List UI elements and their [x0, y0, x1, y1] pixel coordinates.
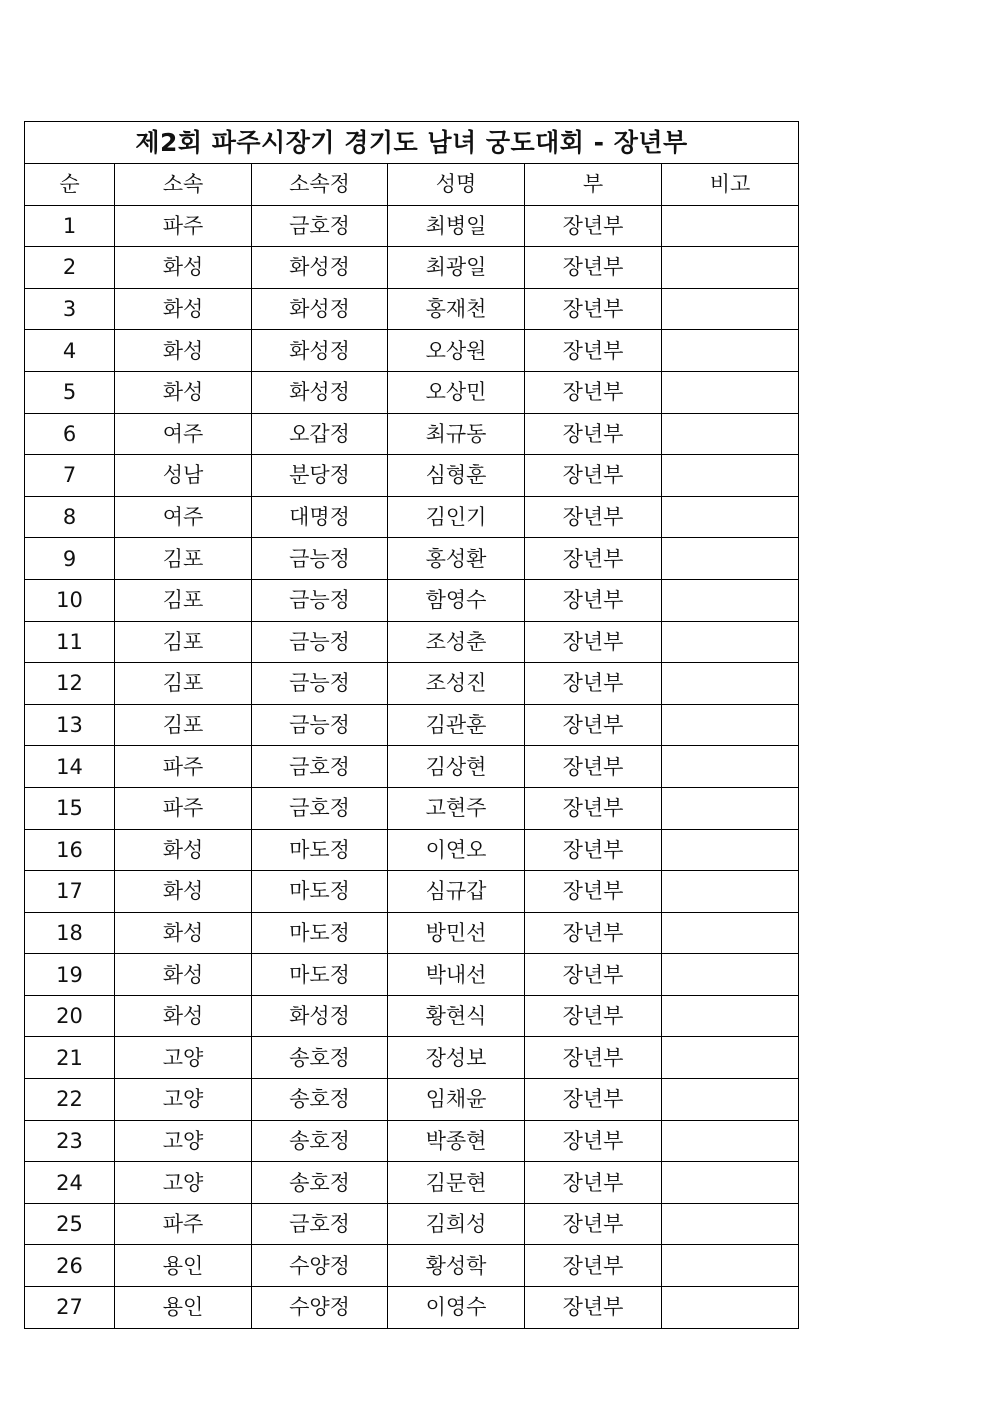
- cell-note: [662, 538, 799, 580]
- cell-affiliation: 파주: [115, 746, 252, 788]
- cell-seq: 1: [25, 205, 115, 247]
- cell-division: 장년부: [525, 1120, 662, 1162]
- cell-division: 장년부: [525, 954, 662, 996]
- cell-name: 최광일: [388, 247, 525, 289]
- cell-seq: 9: [25, 538, 115, 580]
- cell-seq: 17: [25, 871, 115, 913]
- cell-affiliation: 고양: [115, 1037, 252, 1079]
- cell-seq: 16: [25, 829, 115, 871]
- cell-division: 장년부: [525, 829, 662, 871]
- cell-division: 장년부: [525, 1245, 662, 1287]
- cell-name: 이연오: [388, 829, 525, 871]
- cell-club: 금능정: [252, 663, 388, 705]
- cell-note: [662, 205, 799, 247]
- cell-seq: 5: [25, 371, 115, 413]
- cell-name: 심규갑: [388, 871, 525, 913]
- table-title: 제2회 파주시장기 경기도 남녀 궁도대회 - 장년부: [25, 122, 799, 164]
- cell-seq: 15: [25, 787, 115, 829]
- cell-affiliation: 화성: [115, 288, 252, 330]
- cell-seq: 6: [25, 413, 115, 455]
- table-row: [25, 1162, 799, 1204]
- cell-affiliation: 화성: [115, 330, 252, 372]
- table-row: [25, 954, 799, 996]
- cell-note: [662, 496, 799, 538]
- cell-note: [662, 413, 799, 455]
- table-row: [25, 912, 799, 954]
- cell-name: 장성보: [388, 1037, 525, 1079]
- cell-division: 장년부: [525, 579, 662, 621]
- cell-division: 장년부: [525, 746, 662, 788]
- cell-name: 황현식: [388, 995, 525, 1037]
- cell-note: [662, 1162, 799, 1204]
- cell-note: [662, 787, 799, 829]
- cell-division: 장년부: [525, 371, 662, 413]
- cell-note: [662, 1037, 799, 1079]
- column-header-seq: 순: [25, 164, 115, 206]
- cell-club: 화성정: [252, 288, 388, 330]
- table-row: [25, 1203, 799, 1245]
- table-row: [25, 829, 799, 871]
- table-row: [25, 871, 799, 913]
- table-row: [25, 413, 799, 455]
- cell-name: 박내선: [388, 954, 525, 996]
- cell-note: [662, 621, 799, 663]
- cell-club: 금능정: [252, 621, 388, 663]
- cell-club: 송호정: [252, 1079, 388, 1121]
- title-row: [25, 122, 799, 164]
- cell-division: 장년부: [525, 538, 662, 580]
- cell-club: 금호정: [252, 205, 388, 247]
- cell-seq: 19: [25, 954, 115, 996]
- cell-name: 함영수: [388, 579, 525, 621]
- table-row: [25, 663, 799, 705]
- cell-division: 장년부: [525, 330, 662, 372]
- cell-name: 이영수: [388, 1287, 525, 1329]
- table-row: [25, 1037, 799, 1079]
- cell-name: 최병일: [388, 205, 525, 247]
- cell-affiliation: 김포: [115, 663, 252, 705]
- cell-division: 장년부: [525, 205, 662, 247]
- cell-seq: 25: [25, 1203, 115, 1245]
- cell-club: 수양정: [252, 1287, 388, 1329]
- cell-note: [662, 247, 799, 289]
- cell-affiliation: 화성: [115, 912, 252, 954]
- cell-note: [662, 704, 799, 746]
- cell-affiliation: 파주: [115, 205, 252, 247]
- cell-seq: 3: [25, 288, 115, 330]
- cell-note: [662, 912, 799, 954]
- table-row: [25, 205, 799, 247]
- table-row: [25, 330, 799, 372]
- cell-club: 마도정: [252, 912, 388, 954]
- table-row: [25, 247, 799, 289]
- cell-club: 금호정: [252, 1203, 388, 1245]
- cell-name: 최규동: [388, 413, 525, 455]
- cell-club: 화성정: [252, 995, 388, 1037]
- cell-name: 조성진: [388, 663, 525, 705]
- table-row: [25, 704, 799, 746]
- cell-club: 송호정: [252, 1037, 388, 1079]
- cell-name: 박종현: [388, 1120, 525, 1162]
- cell-division: 장년부: [525, 704, 662, 746]
- cell-seq: 27: [25, 1287, 115, 1329]
- table-row: [25, 371, 799, 413]
- cell-seq: 11: [25, 621, 115, 663]
- cell-division: 장년부: [525, 1203, 662, 1245]
- cell-note: [662, 288, 799, 330]
- cell-club: 금능정: [252, 538, 388, 580]
- table-row: [25, 455, 799, 497]
- cell-name: 오상원: [388, 330, 525, 372]
- cell-division: 장년부: [525, 1287, 662, 1329]
- table-row: [25, 787, 799, 829]
- cell-club: 마도정: [252, 871, 388, 913]
- table-row: [25, 1079, 799, 1121]
- cell-name: 오상민: [388, 371, 525, 413]
- table-row: [25, 746, 799, 788]
- cell-affiliation: 화성: [115, 371, 252, 413]
- cell-note: [662, 829, 799, 871]
- cell-affiliation: 김포: [115, 621, 252, 663]
- cell-club: 분당정: [252, 455, 388, 497]
- column-header-note: 비고: [662, 164, 799, 206]
- column-header-affiliation: 소속: [115, 164, 252, 206]
- cell-affiliation: 파주: [115, 1203, 252, 1245]
- column-header-name: 성명: [388, 164, 525, 206]
- cell-seq: 14: [25, 746, 115, 788]
- cell-division: 장년부: [525, 663, 662, 705]
- cell-division: 장년부: [525, 1037, 662, 1079]
- cell-division: 장년부: [525, 871, 662, 913]
- cell-affiliation: 여주: [115, 413, 252, 455]
- cell-division: 장년부: [525, 247, 662, 289]
- cell-club: 금능정: [252, 579, 388, 621]
- column-header-club: 소속정: [252, 164, 388, 206]
- cell-seq: 2: [25, 247, 115, 289]
- cell-name: 김인기: [388, 496, 525, 538]
- cell-division: 장년부: [525, 1079, 662, 1121]
- cell-club: 송호정: [252, 1120, 388, 1162]
- cell-division: 장년부: [525, 787, 662, 829]
- table-row: [25, 496, 799, 538]
- table-body: [25, 205, 799, 1328]
- cell-club: 수양정: [252, 1245, 388, 1287]
- cell-affiliation: 고양: [115, 1162, 252, 1204]
- cell-club: 오갑정: [252, 413, 388, 455]
- table-row: [25, 538, 799, 580]
- cell-note: [662, 579, 799, 621]
- cell-club: 화성정: [252, 371, 388, 413]
- cell-name: 임채윤: [388, 1079, 525, 1121]
- cell-note: [662, 746, 799, 788]
- cell-name: 김상현: [388, 746, 525, 788]
- cell-note: [662, 455, 799, 497]
- cell-seq: 20: [25, 995, 115, 1037]
- table-row: [25, 288, 799, 330]
- cell-affiliation: 화성: [115, 954, 252, 996]
- cell-note: [662, 663, 799, 705]
- cell-note: [662, 1245, 799, 1287]
- table-row: [25, 995, 799, 1037]
- document-page: [24, 121, 798, 1329]
- cell-note: [662, 330, 799, 372]
- cell-club: 대명정: [252, 496, 388, 538]
- cell-division: 장년부: [525, 912, 662, 954]
- cell-seq: 21: [25, 1037, 115, 1079]
- cell-name: 황성학: [388, 1245, 525, 1287]
- cell-note: [662, 1203, 799, 1245]
- cell-note: [662, 954, 799, 996]
- cell-division: 장년부: [525, 621, 662, 663]
- table-row: [25, 1287, 799, 1329]
- cell-affiliation: 여주: [115, 496, 252, 538]
- cell-note: [662, 871, 799, 913]
- cell-club: 송호정: [252, 1162, 388, 1204]
- cell-name: 방민선: [388, 912, 525, 954]
- cell-note: [662, 371, 799, 413]
- cell-affiliation: 용인: [115, 1245, 252, 1287]
- cell-name: 홍성환: [388, 538, 525, 580]
- cell-division: 장년부: [525, 413, 662, 455]
- cell-affiliation: 화성: [115, 871, 252, 913]
- cell-name: 김문현: [388, 1162, 525, 1204]
- cell-seq: 24: [25, 1162, 115, 1204]
- cell-note: [662, 995, 799, 1037]
- cell-affiliation: 용인: [115, 1287, 252, 1329]
- cell-seq: 23: [25, 1120, 115, 1162]
- cell-affiliation: 화성: [115, 829, 252, 871]
- cell-division: 장년부: [525, 288, 662, 330]
- cell-division: 장년부: [525, 455, 662, 497]
- cell-club: 마도정: [252, 829, 388, 871]
- cell-seq: 26: [25, 1245, 115, 1287]
- column-header-division: 부: [525, 164, 662, 206]
- cell-club: 마도정: [252, 954, 388, 996]
- cell-note: [662, 1079, 799, 1121]
- cell-division: 장년부: [525, 995, 662, 1037]
- cell-seq: 13: [25, 704, 115, 746]
- cell-note: [662, 1120, 799, 1162]
- cell-name: 고현주: [388, 787, 525, 829]
- table-row: [25, 1120, 799, 1162]
- cell-club: 화성정: [252, 330, 388, 372]
- cell-affiliation: 파주: [115, 787, 252, 829]
- cell-club: 화성정: [252, 247, 388, 289]
- cell-name: 김관훈: [388, 704, 525, 746]
- cell-note: [662, 1287, 799, 1329]
- cell-affiliation: 김포: [115, 704, 252, 746]
- cell-seq: 18: [25, 912, 115, 954]
- cell-division: 장년부: [525, 496, 662, 538]
- cell-seq: 8: [25, 496, 115, 538]
- table-row: [25, 579, 799, 621]
- cell-name: 홍재천: [388, 288, 525, 330]
- table-row: [25, 1245, 799, 1287]
- cell-division: 장년부: [525, 1162, 662, 1204]
- cell-affiliation: 화성: [115, 995, 252, 1037]
- participant-table: [24, 121, 799, 1329]
- cell-affiliation: 김포: [115, 538, 252, 580]
- cell-name: 심형훈: [388, 455, 525, 497]
- cell-name: 김희성: [388, 1203, 525, 1245]
- table-row: [25, 621, 799, 663]
- cell-seq: 10: [25, 579, 115, 621]
- header-row: [25, 164, 799, 206]
- cell-seq: 12: [25, 663, 115, 705]
- cell-affiliation: 고양: [115, 1079, 252, 1121]
- cell-seq: 7: [25, 455, 115, 497]
- cell-club: 금능정: [252, 704, 388, 746]
- cell-club: 금호정: [252, 787, 388, 829]
- cell-affiliation: 화성: [115, 247, 252, 289]
- cell-club: 금호정: [252, 746, 388, 788]
- cell-seq: 22: [25, 1079, 115, 1121]
- cell-affiliation: 고양: [115, 1120, 252, 1162]
- cell-affiliation: 김포: [115, 579, 252, 621]
- cell-affiliation: 성남: [115, 455, 252, 497]
- cell-name: 조성춘: [388, 621, 525, 663]
- cell-seq: 4: [25, 330, 115, 372]
